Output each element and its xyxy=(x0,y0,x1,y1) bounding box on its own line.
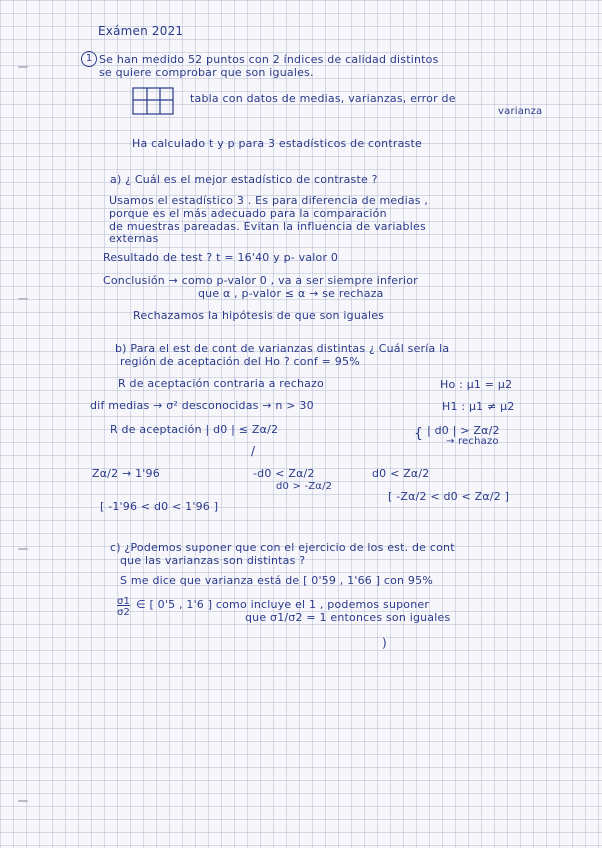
acceptance-region-note: R de aceptación contraria a rechazo xyxy=(118,377,324,390)
pen-mark: ) xyxy=(382,636,387,650)
binder-hole-mark xyxy=(18,66,28,68)
null-hypothesis: Ho : μ1 = μ2 xyxy=(440,378,513,391)
conclusion-line: Conclusión → como p-valor 0 , va a ser siempre inferior xyxy=(103,274,418,287)
part-a-answer-line: externas xyxy=(109,232,159,245)
binder-hole-mark xyxy=(18,298,28,300)
variance-ratio-interval-note: S me dice que varianza está de [ 0'59 , 1'66 ] con 95% xyxy=(120,574,433,587)
rejection-region-formula: | d0 | > Zα/2 xyxy=(427,424,500,437)
question-statement-line: Se han medido 52 puntos con 2 índices de calidad distintos xyxy=(99,53,439,66)
question-statement-line: se quiere comprobar que son iguales. xyxy=(99,66,314,79)
rejection-region-label: → rechazo xyxy=(446,436,499,447)
part-a-question: a) ¿ Cuál es el mejor estadístico de contraste ? xyxy=(110,173,378,186)
inequality-step: d0 > -Zα/2 xyxy=(276,481,333,492)
numeric-acceptance-interval: [ -1'96 < d0 < 1'96 ] xyxy=(100,500,219,513)
table-note: tabla con datos de medias, varianzas, error de xyxy=(190,92,456,105)
ratio-denominator: σ2 xyxy=(117,607,131,618)
question-number: 1 xyxy=(81,51,97,67)
part-b-question: b) Para el est de cont de varianzas distintas ¿ Cuál sería la xyxy=(115,342,450,355)
inequality-step: d0 < Zα/2 xyxy=(372,467,430,480)
part-a-answer-line: Usamos el estadístico 3 . Es para diferencia de medias , xyxy=(109,194,429,207)
part-c-question: c) ¿Podemos suponer que con el ejercicio de los est. de cont xyxy=(110,541,455,554)
acceptance-region-formula: R de aceptación | d0 | ≤ Zα/2 xyxy=(110,423,279,436)
page-title: Exámen 2021 xyxy=(98,24,184,38)
inequality-step: -d0 < Zα/2 xyxy=(253,467,315,480)
ratio-conclusion-line: que σ1/σ2 = 1 entonces son iguales xyxy=(245,611,451,624)
rejection-statement: Rechazamos la hipótesis de que son iguales xyxy=(133,309,385,322)
symbolic-acceptance-interval: [ -Zα/2 < d0 < Zα/2 ] xyxy=(388,490,510,503)
computed-statistics-note: Ha calculado t y p para 3 estadísticos de contraste xyxy=(132,137,422,150)
conclusion-line: que α , p-valor ≤ α → se rechaza xyxy=(198,287,384,300)
binder-hole-mark xyxy=(18,800,28,802)
part-b-question: región de aceptación del Ho ? conf = 95% xyxy=(120,355,360,368)
part-a-answer-line: porque es el más adecuado para la comparación xyxy=(109,207,387,220)
data-table-sketch xyxy=(131,86,175,116)
binder-hole-mark xyxy=(18,548,28,550)
alternative-hypothesis: H1 : μ1 ≠ μ2 xyxy=(442,400,515,413)
ratio-numerator: σ1 xyxy=(117,596,131,607)
test-result-line: Resultado de test ? t = 16'40 y p- valor 0 xyxy=(103,251,339,264)
mean-difference-note: dif medias → σ² desconocidas → n > 30 xyxy=(90,399,314,412)
ratio-conclusion-line: ∈ [ 0'5 , 1'6 ] como incluye el 1 , podemos suponer xyxy=(136,598,430,611)
part-a-answer-line: de muestras pareadas. Evitan la influencia de variables xyxy=(109,220,426,233)
table-note-continuation: varianza xyxy=(498,106,543,117)
critical-value: Zα/2 → 1'96 xyxy=(92,467,160,480)
part-c-question: que las varianzas son distintas ? xyxy=(120,554,306,567)
brace-mark: / xyxy=(251,444,256,458)
brace-mark: { xyxy=(414,426,423,442)
